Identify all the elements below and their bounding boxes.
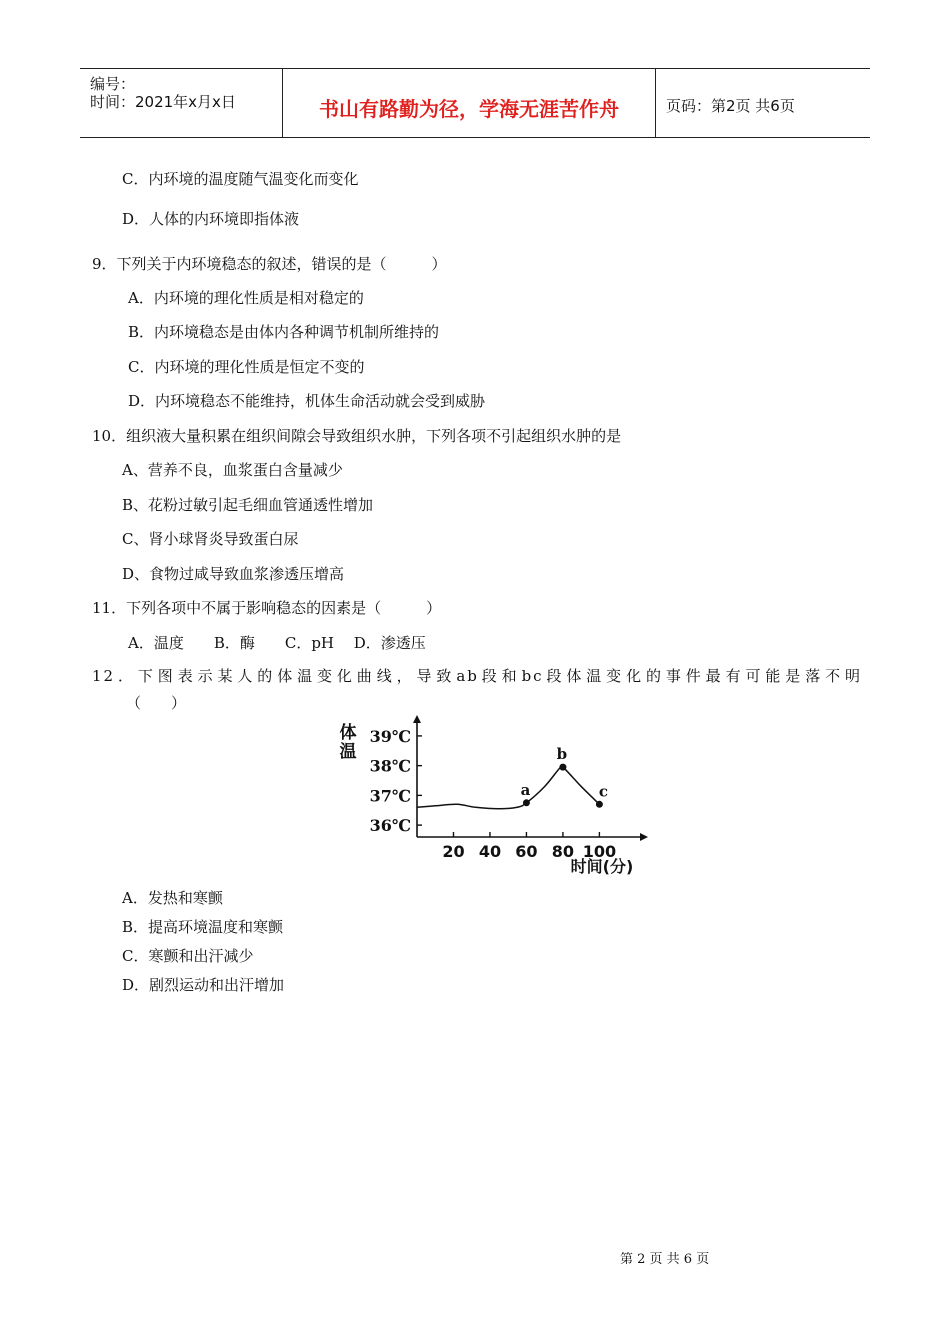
temperature-curve: [417, 765, 599, 808]
temperature-chart: [330, 714, 650, 878]
header-page-cell: [656, 69, 870, 137]
point-label-a: a: [520, 780, 531, 799]
page-header: [80, 68, 870, 138]
point-c: [596, 801, 603, 808]
x-tick-label: 40: [478, 842, 502, 861]
q8-option-c: C．内环境的温度随气温变化而变化: [122, 170, 359, 188]
page-info: 页码：第2页 共6页: [666, 97, 795, 115]
y-tick-label: 36℃: [369, 816, 411, 836]
motto: 书山有路勤为径，学海无涯苦作舟: [319, 97, 619, 121]
q9-option-a: A．内环境的理化性质是相对稳定的: [128, 289, 364, 307]
y-axis-label: 体: [339, 723, 357, 743]
y-tick-label: 38℃: [369, 756, 411, 776]
y-axis-arrow: [413, 715, 421, 723]
q12-paren: （ ）: [126, 694, 187, 712]
x-axis-arrow: [640, 833, 648, 841]
y-tick-label: 37℃: [369, 786, 411, 806]
page-footer: 第 2 页 共 6 页: [620, 1252, 710, 1267]
q12-option-a: A．发热和寒颤: [122, 889, 223, 907]
point-b: [559, 764, 566, 771]
q11-options: A．温度 B．酶 C．pH D．渗透压: [128, 634, 426, 652]
y-axis-label: 温: [339, 742, 357, 762]
q9-stem: 9．下列关于内环境稳态的叙述，错误的是（ ）: [92, 255, 447, 273]
point-a: [523, 799, 530, 806]
serial-label: 编号：: [90, 75, 136, 93]
q10-option-a: A、营养不良，血浆蛋白含量减少: [122, 461, 343, 479]
header-motto-cell: [283, 69, 656, 137]
q12-option-c: C．寒颤和出汗减少: [122, 947, 254, 965]
point-label-c: c: [598, 782, 608, 801]
date-label: 时间：2021年x月x日: [90, 93, 236, 111]
x-tick-label: 20: [442, 842, 465, 861]
q10-option-b: B、花粉过敏引起毛细血管通透性增加: [122, 496, 374, 514]
q10-option-d: D、食物过咸导致血浆渗透压增高: [122, 565, 345, 583]
q10-option-c: C、肾小球肾炎导致蛋白尿: [122, 530, 299, 548]
q9-option-b: B．内环境稳态是由体内各种调节机制所维持的: [128, 323, 440, 341]
x-tick-label: 80: [551, 842, 575, 861]
q9-option-c: C．内环境的理化性质是恒定不变的: [128, 358, 365, 376]
q11-stem: 11．下列各项中不属于影响稳态的因素是（ ）: [92, 599, 442, 617]
point-label-b: b: [556, 745, 568, 764]
q12-stem: 12．下图表示某人的体温变化曲线，导致ab段和bc段体温变化的事件最有可能是落不明: [92, 667, 862, 685]
q12-option-b: B．提高环境温度和寒颤: [122, 918, 284, 936]
x-tick-label: 100: [582, 842, 617, 861]
q9-option-d: D．内环境稳态不能维持，机体生命活动就会受到威胁: [128, 392, 486, 410]
q8-option-d: D．人体的内环境即指体液: [122, 210, 300, 228]
x-tick-label: 60: [515, 842, 538, 861]
q12-option-d: D．剧烈运动和出汗增加: [122, 976, 285, 994]
y-tick-label: 39℃: [369, 726, 411, 746]
header-meta-cell: [80, 69, 283, 137]
q10-stem: 10．组织液大量积累在组织间隙会导致组织水肿，下列各项不引起组织水肿的是: [92, 427, 622, 445]
x-axis-label: 时间(分): [570, 857, 634, 876]
